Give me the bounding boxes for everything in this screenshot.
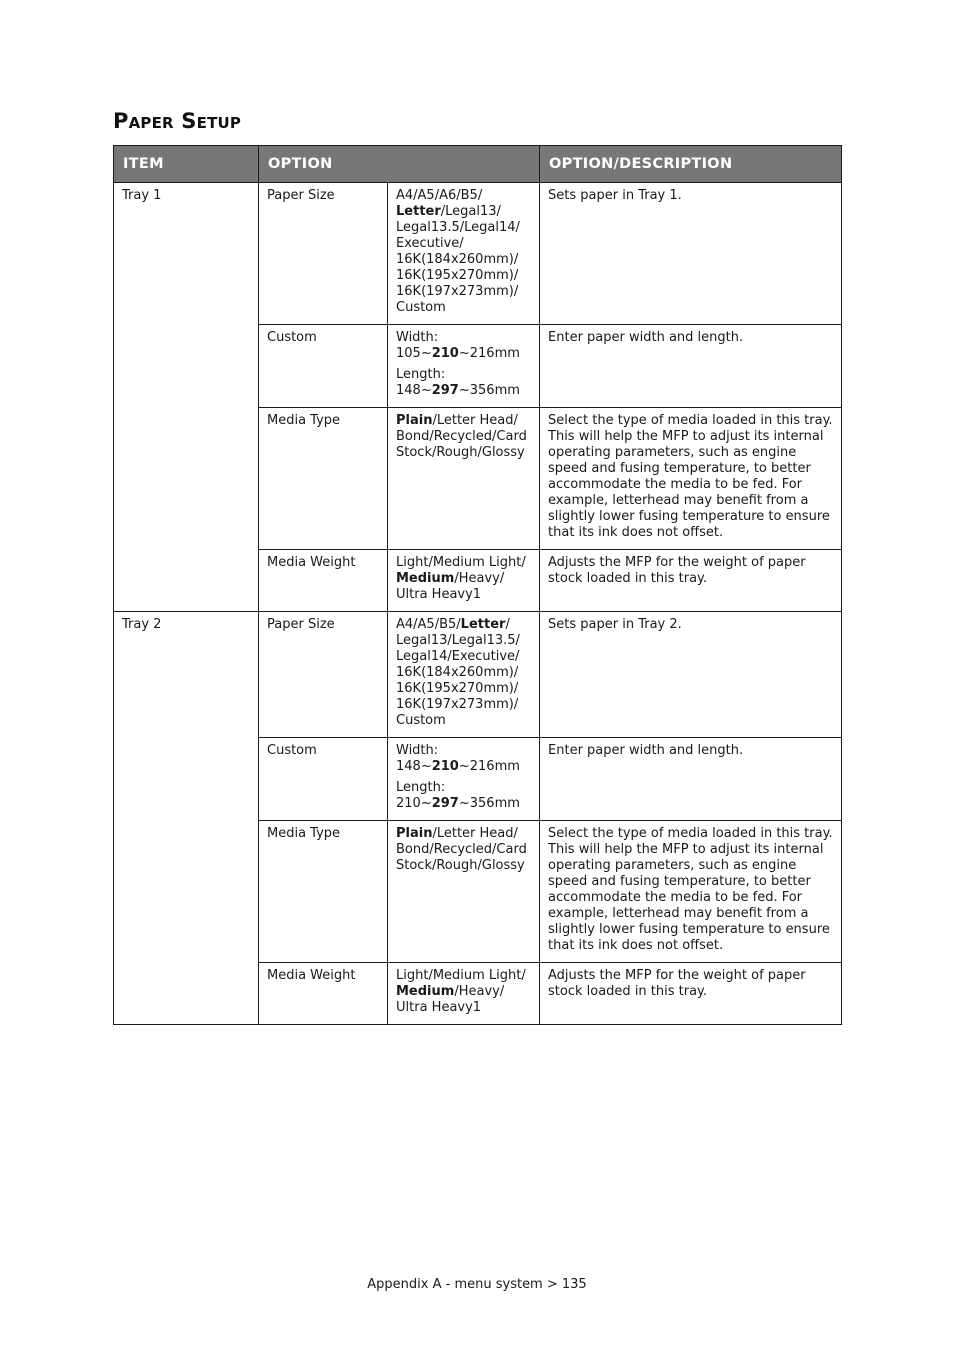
option-cell: Paper Size — [259, 612, 388, 738]
description-cell: Adjusts the MFP for the weight of paper stock loaded in this tray. — [540, 963, 842, 1025]
item-cell-tray2: Tray 2 — [114, 612, 259, 1025]
option-cell: Media Weight — [259, 550, 388, 612]
values-cell: Light/Medium Light/ Medium/Heavy/ Ultra Heavy1 — [388, 963, 540, 1025]
header-option: OPTION — [259, 146, 540, 183]
values-cell: Plain/Letter Head/ Bond/Recycled/Card Stock/Rough/Glossy — [388, 408, 540, 550]
description-cell: Select the type of media loaded in this tray. This will help the MFP to adjust its internal operating parameters, such as engine speed and fusing temperature, to better accommodate the media to be fed. For example, letterhead may benefit from a slightly lower fusing temperature to ensure that its ink does not offset. — [540, 821, 842, 963]
values-cell: Width: 105~210~216mm Length: 148~297~356mm — [388, 325, 540, 408]
values-cell: Width: 148~210~216mm Length: 210~297~356mm — [388, 738, 540, 821]
values-cell: A4/A5/B5/Letter/ Legal13/Legal13.5/ Legal14/Executive/ 16K(184x260mm)/ 16K(195x270mm)/ 16K(197x273mm)/ Custom — [388, 612, 540, 738]
description-cell: Enter paper width and length. — [540, 738, 842, 821]
option-cell: Media Weight — [259, 963, 388, 1025]
description-cell: Adjusts the MFP for the weight of paper stock loaded in this tray. — [540, 550, 842, 612]
header-item: ITEM — [114, 146, 259, 183]
description-cell: Sets paper in Tray 1. — [540, 183, 842, 325]
option-cell: Media Type — [259, 408, 388, 550]
page-footer: Appendix A - menu system > 135 — [367, 1277, 587, 1292]
description-cell: Sets paper in Tray 2. — [540, 612, 842, 738]
table-row — [114, 183, 842, 325]
option-cell: Custom — [259, 325, 388, 408]
option-cell: Paper Size — [259, 183, 388, 325]
values-cell: A4/A5/A6/B5/ Letter/Legal13/ Legal13.5/Legal14/ Executive/ 16K(184x260mm)/ 16K(195x270mm)/ 16K(197x273mm)/ Custom — [388, 183, 540, 325]
table-row — [114, 612, 842, 738]
section-title: Paper Setup — [113, 109, 242, 133]
table-header-row — [114, 146, 842, 183]
description-cell: Select the type of media loaded in this tray. This will help the MFP to adjust its internal operating parameters, such as engine speed and fusing temperature, to better accommodate the media to be fed. For example, letterhead may benefit from a slightly lower fusing temperature to ensure that its ink does not offset. — [540, 408, 842, 550]
option-cell: Media Type — [259, 821, 388, 963]
description-cell: Enter paper width and length. — [540, 325, 842, 408]
header-description: OPTION/DESCRIPTION — [540, 146, 842, 183]
values-cell: Light/Medium Light/ Medium/Heavy/ Ultra Heavy1 — [388, 550, 540, 612]
paper-setup-table — [113, 145, 842, 1025]
item-cell-tray1: Tray 1 — [114, 183, 259, 612]
option-cell: Custom — [259, 738, 388, 821]
values-cell: Plain/Letter Head/ Bond/Recycled/Card Stock/Rough/Glossy — [388, 821, 540, 963]
